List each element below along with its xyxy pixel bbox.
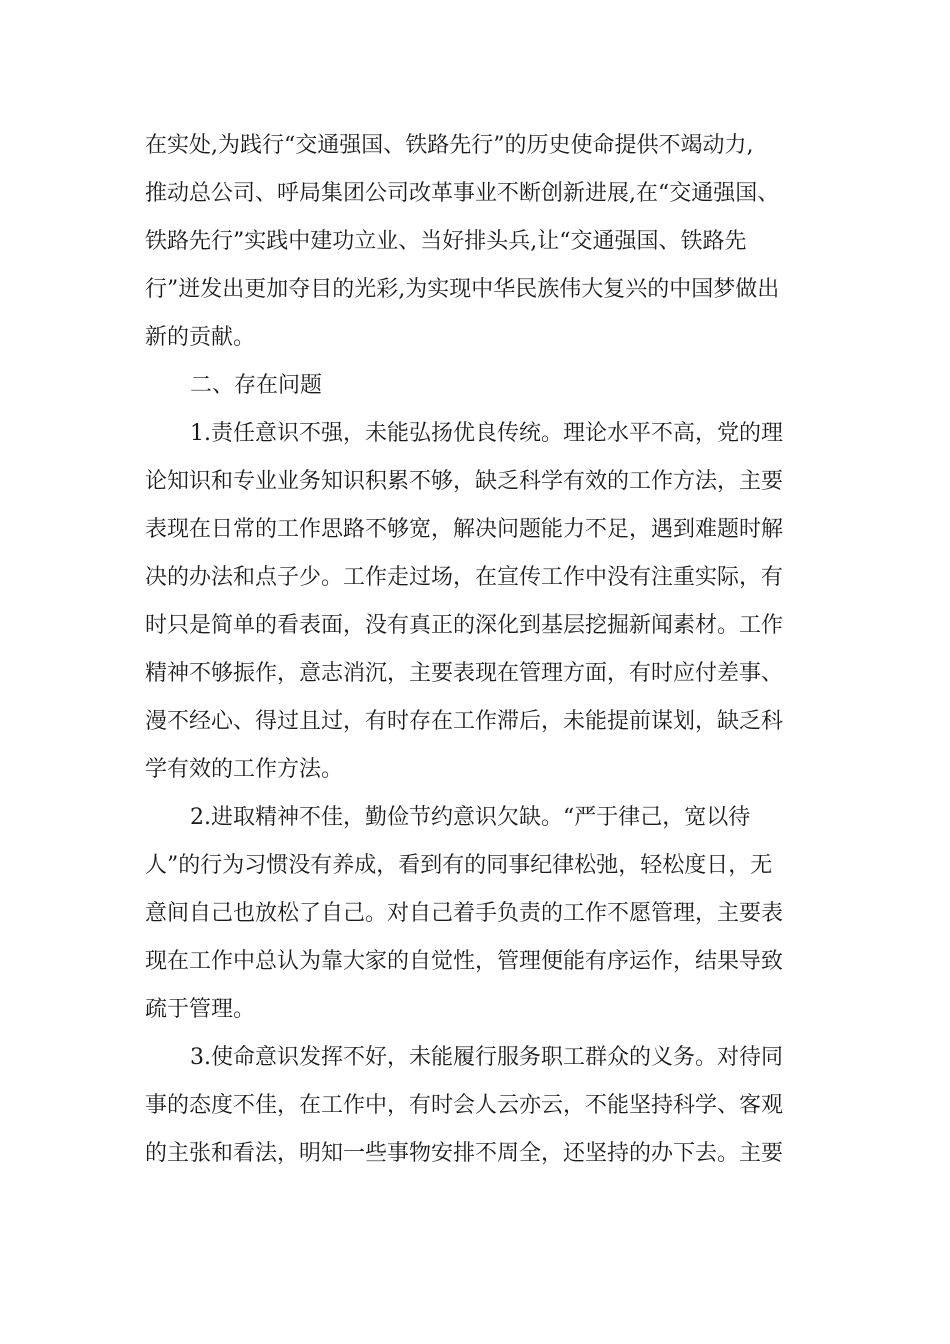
text-line: 意间自己也放松了自己。对自己着手负责的工作不愿管理，主要表: [145, 901, 784, 926]
text-line: 2.进取精神不佳，勤俭节约意识欠缺。“严于律己，宽以待: [190, 805, 751, 830]
text-line: 在实处,为践行“交通强国、铁路先行”的历史使命提供不竭动力,: [145, 133, 754, 158]
text-line: 铁路先行”实践中建功立业、当好排头兵,让“交通强国、铁路先: [145, 229, 747, 254]
text-line: 论知识和专业业务知识积累不够，缺乏科学有效的工作方法，主要: [145, 469, 784, 494]
body-text: [145, 122, 805, 1178]
text-line: 的主张和看法，明知一些事物安排不周全，还坚持的办下去。主要: [145, 1141, 784, 1166]
text-line: 漫不经心、得过且过，有时存在工作滞后，未能提前谋划，缺乏科: [145, 709, 784, 734]
text-line: 表现在日常的工作思路不够宽，解决问题能力不足，遇到难题时解: [145, 517, 784, 542]
text-line: 3.使命意识发挥不好，未能履行服务职工群众的义务。对待同: [190, 1045, 783, 1070]
text-line: 时只是简单的看表面，没有真正的深化到基层挖掘新闻素材。工作: [145, 613, 784, 638]
text-line: 决的办法和点子少。工作走过场，在宣传工作中没有注重实际，有: [145, 565, 784, 590]
text-line: 新的贡献。: [145, 325, 256, 350]
text-line: 1.责任意识不强，未能弘扬优良传统。理论水平不高，党的理: [190, 421, 783, 446]
text-line: 行”迸发出更加夺目的光彩,为实现中华民族伟大复兴的中国梦做出: [145, 277, 780, 302]
text-line: 疏于管理。: [145, 997, 256, 1022]
text-line: 二、存在问题: [190, 373, 323, 398]
text-line: 精神不够振作，意志消沉，主要表现在管理方面，有时应付差事、: [145, 661, 784, 686]
text-line: 人”的行为习惯没有养成，看到有的同事纪律松弛，轻松度日，无: [145, 853, 773, 878]
text-line: 现在工作中总认为靠大家的自觉性，管理便能有序运作，结果导致: [145, 949, 784, 974]
text-line: 学有效的工作方法。: [145, 757, 344, 782]
text-line: 事的态度不佳，在工作中，有时会人云亦云，不能坚持科学、客观: [145, 1093, 784, 1118]
text-line: 推动总公司、呼局集团公司改革事业不断创新进展,在“交通强国、: [145, 181, 780, 206]
